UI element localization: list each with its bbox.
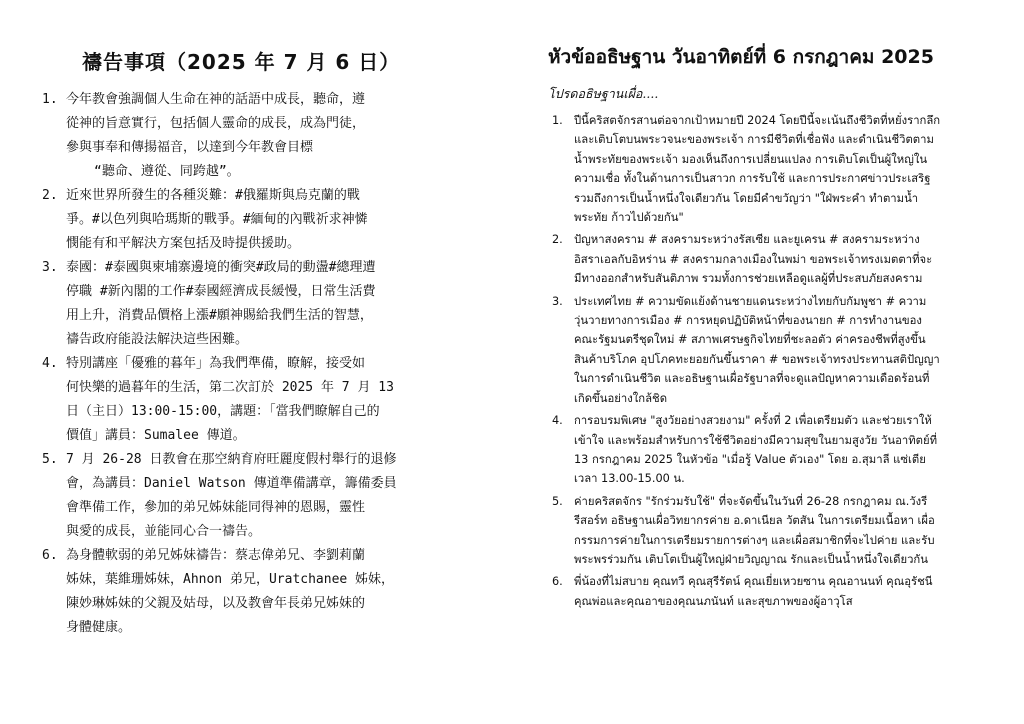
item-line: 近來世界所發生的各種災難：#俄羅斯與烏克蘭的戰: [66, 188, 360, 203]
thai-prayer-list: [548, 111, 988, 614]
item-line: 禱告政府能設法解決這些困難。: [66, 332, 249, 347]
item-number: 5.: [42, 452, 58, 467]
item-line: เข้าใจ และพร้อมสำหรับการใช้ชีวิตอย่างมีความสุขในยามสูงวัย วันอาทิตย์ที่: [574, 433, 938, 447]
item-line: 日（主日）13:00-15:00，講題：「當我們瞭解自己的: [66, 404, 380, 419]
item-line: อิสราเอลกับอิหร่าน # สงครามกลางเมืองในพม่า ขอพระเจ้าทรงเมตตาที่จะ: [574, 252, 933, 266]
thai-page-title: หัวข้ออธิษฐาน วันอาทิตย์ที่ 6 กรกฎาคม 2025: [548, 46, 934, 68]
prayer-item: [30, 544, 482, 640]
item-line: เกิดขึ้นอย่างใกล้ชิด: [574, 391, 668, 405]
item-number: 3.: [42, 260, 58, 275]
item-line: มีทางออกสำหรับสันติภาพ รวมทั้งการช่วยเหลือดูแลผู้ที่ประสบภัยสงคราม: [574, 272, 923, 286]
item-line: รีสอร์ท อธิษฐานเผื่อวิทยากรค่าย อ.ดาเนียล วัตสัน ในการเตรียมเนื้อหา เผื่อ: [574, 514, 935, 528]
item-line: ความเชื่อ ทั้งในด้านการเป็นสาวก การรับใช้ และการประกาศข่าวประเสริฐ: [574, 172, 931, 186]
item-number: 2.: [552, 233, 563, 247]
prayer-item: [30, 256, 482, 352]
item-number: 6.: [552, 575, 563, 589]
item-line: 為身體軟弱的弟兄姊妹禱告：蔡志偉弟兄、李劉莉蘭: [66, 548, 366, 563]
item-line: 會準備工作，參加的弟兄姊妹能同得神的恩賜，靈性: [66, 500, 366, 515]
item-number: 1.: [552, 114, 563, 127]
item-number: 6.: [42, 548, 58, 563]
prayer-item: [30, 448, 482, 544]
item-line: กรรมการค่ายในการเตรียมรายการต่างๆ และเผื่อสมาชิกที่จะไปค่าย และรับ: [574, 533, 935, 547]
item-line: เวลา 13.00-15.00 น.: [574, 472, 685, 486]
item-line: รวมถึงการเป็นน้ำหนึ่งใจเดียวกัน โดยมีคำขวัญว่า "ใฝ่พระคำ ทำตามน้ำ: [574, 191, 919, 205]
prayer-item: [548, 111, 988, 227]
item-line: ในการดำเนินชีวิต และอธิษฐานเผื่อรัฐบาลที่จะดูแลปัญหาความเดือดร้อนที่: [574, 372, 930, 386]
item-line: ค่ายคริสตจักร "รักร่วมรับใช้" ที่จะจัดขึ้นในวันที่ 26-28 กรกฎาคม ณ.วังรี: [574, 494, 928, 508]
item-number: 1.: [42, 92, 58, 107]
item-line: 何快樂的過暮年的生活，第二次訂於 2025 年 7 月 13: [66, 380, 394, 395]
item-line: 姊妹，葉維珊姊妹，Ahnon 弟兄，Uratchanee 姊妹，: [66, 572, 395, 587]
item-number: 3.: [552, 294, 563, 308]
chinese-page-title: 禱告事項（2025 年 7 月 6 日）: [82, 50, 401, 74]
item-line: คุณพ่อและคุณอาของคุณนภนันท์ และสุขภาพของผู้อาวุโส: [574, 594, 853, 608]
item-line: 13 กรกฎาคม 2025 ในหัวข้อ "เมื่อรู้ Value ตัวเอง" โดย อ.สุมาลี แซ่เตีย: [574, 452, 926, 466]
prayer-item: [30, 184, 482, 256]
item-line: 與愛的成長，並能同心合一禱告。: [66, 524, 262, 539]
item-line: สินค้าบริโภค อุปโภคทะยอยกันขึ้นราคา # ขอพระเจ้าทรงประทานสติปัญญา: [574, 352, 940, 366]
item-line: น้ำพระทัยของพระเจ้า มองเห็นถึงการเปลี่ยนแปลง การเติบโตเป็นผู้ใหญ่ใน: [574, 152, 928, 166]
prayer-item: [548, 292, 988, 408]
prayer-item: [30, 352, 482, 448]
item-number: 2.: [42, 188, 58, 203]
item-number: 4.: [552, 414, 563, 428]
item-line: 憫能有和平解決方案包括及時提供援助。: [66, 236, 301, 251]
item-line: พี่น้องที่ไม่สบาย คุณทวี คุณสุรีรัตน์ คุณเยี่ยเหวยซาน คุณอานนท์ คุณอุรัชนี: [574, 575, 933, 589]
item-line: ปีนี้คริสตจักรสานต่อจากเป้าหมายปี 2024 โดยปีนี้จะเน้นถึงชีวิตที่หยั่งรากลึก: [574, 114, 941, 127]
item-number: 5.: [552, 494, 563, 508]
item-line: 身體健康。: [66, 620, 132, 635]
prayer-item: [548, 411, 988, 489]
item-line: 陳妙琳姊妹的父親及姑母，以及教會年長弟兄姊妹的: [66, 596, 366, 611]
item-line: 停職 #新內閣的工作#泰國經濟成長緩慢，日常生活費: [66, 284, 376, 299]
item-line: 特別講座「優雅的暮年」為我們準備，瞭解，接受如: [66, 356, 366, 371]
item-line: และเติบโตบนพระวจนะของพระเจ้า การมีชีวิตที่เชื่อฟัง และดำเนินชีวิตตาม: [574, 133, 934, 147]
item-line: 從神的旨意實行，包括個人靈命的成長，成為門徒，: [66, 116, 366, 131]
item-line: “聽命、遵從、同跨越”。: [94, 164, 240, 179]
item-line: คณะรัฐมนตรีชุดใหม่ # สภาพเศรษฐกิจไทยที่ชะลอตัว ค่าครองชีพที่สูงขึ้น: [574, 333, 926, 347]
chinese-prayer-list: [30, 88, 482, 640]
item-line: 泰國：#泰國與柬埔寨邊境的衝突#政局的動盪#總理遭: [66, 260, 376, 275]
item-line: 參與事奉和傳揚福音，以達到今年教會目標: [66, 140, 314, 155]
prayer-item: [30, 88, 482, 184]
item-line: ประเทศไทย # ความขัดแย้งด้านชายแดนระหว่างไทยกับกัมพูชา # ความ: [574, 294, 927, 308]
item-line: วุ่นวายทางการเมือง # การหยุดปฏิบัติหน้าที่ของนายก # การทำงานของ: [574, 314, 922, 328]
item-line: พระพรร่วมกัน เติบโตเป็นผู้ใหญ่ฝ่ายวิญญาณ รักและเป็นน้ำหนึ่งใจเดียวกัน: [574, 552, 928, 566]
prayer-item: [548, 492, 988, 570]
prayer-item: [548, 230, 988, 288]
item-line: ปัญหาสงคราม # สงครามระหว่างรัสเซีย และยูเครน # สงครามระหว่าง: [574, 233, 920, 247]
item-line: 會，為講員：Daniel Watson 傳道準備講章，籌備委員: [66, 476, 397, 491]
item-line: พระทัย ก้าวไปด้วยกัน": [574, 211, 684, 225]
item-line: 7 月 26-28 日教會在那空納育府旺麗度假村舉行的退修: [66, 452, 397, 467]
item-line: 用上升，消費品價格上漲#願神賜給我們生活的智慧，: [66, 308, 373, 323]
item-line: 爭。#以色列與哈瑪斯的戰爭。#緬甸的內戰祈求神憐: [66, 212, 368, 227]
item-line: 價值」講員：Sumalee 傳道。: [66, 428, 246, 443]
item-line: การอบรมพิเศษ "สูงวัยอย่างสวยงาม" ครั้งที่ 2 เพื่อเตรียมตัว และช่วยเราให้: [574, 414, 932, 428]
item-number: 4.: [42, 356, 58, 371]
prayer-item: [548, 572, 988, 611]
thai-subtitle: โปรดอธิษฐานเผื่อ....: [548, 86, 659, 101]
item-line: 今年教會強調個人生命在神的話語中成長，聽命，遵: [66, 92, 366, 107]
